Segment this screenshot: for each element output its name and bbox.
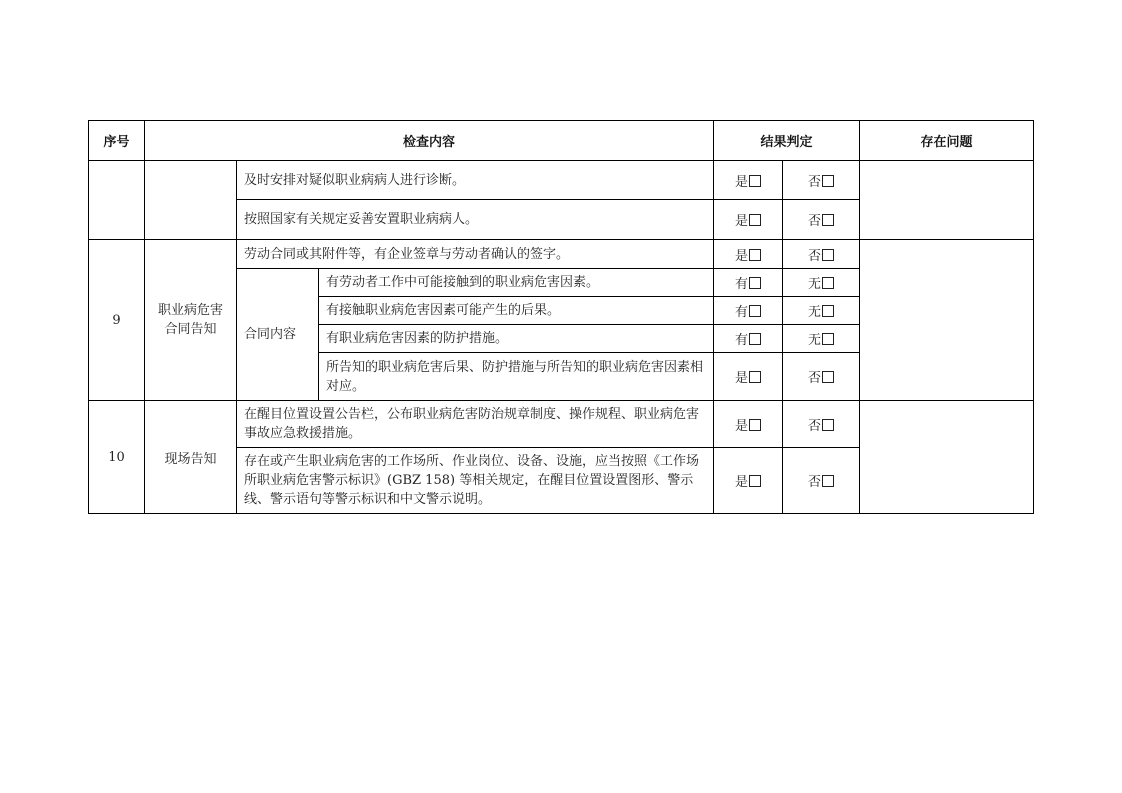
yes-option[interactable]: 是	[714, 161, 783, 200]
header-issues: 存在问题	[860, 121, 1034, 161]
seq-cell: 9	[89, 240, 145, 401]
yes-option[interactable]: 是	[714, 240, 783, 269]
item-text: 存在或产生职业病危害的工作场所、作业岗位、设备、设施，应当按照《工作场所职业病危害警示标识》(GBZ 158) 等相关规定，在醒目位置设置图形、警示线、警示语句等警示标识和中文警示说明。	[237, 448, 714, 514]
checkbox[interactable]	[749, 475, 761, 487]
no-option[interactable]: 否	[783, 401, 860, 448]
checkbox[interactable]	[749, 333, 761, 345]
item-text: 所告知的职业病危害后果、防护措施与所告知的职业病危害因素相对应。	[319, 353, 714, 401]
table-row	[89, 161, 1034, 200]
yes-option[interactable]: 有	[714, 269, 783, 297]
no-option[interactable]: 无	[783, 325, 860, 353]
inspection-table	[88, 120, 1034, 514]
header-seq: 序号	[89, 121, 145, 161]
header-result: 结果判定	[714, 121, 860, 161]
checkbox[interactable]	[822, 277, 834, 289]
yes-option[interactable]: 有	[714, 325, 783, 353]
yes-option[interactable]: 是	[714, 401, 783, 448]
checkbox[interactable]	[822, 419, 834, 431]
checkbox[interactable]	[822, 214, 834, 226]
checkbox[interactable]	[749, 305, 761, 317]
header-content: 检查内容	[145, 121, 714, 161]
checkbox[interactable]	[822, 305, 834, 317]
checkbox[interactable]	[749, 175, 761, 187]
yes-option[interactable]: 是	[714, 353, 783, 401]
checkbox[interactable]	[822, 175, 834, 187]
checkbox[interactable]	[749, 249, 761, 261]
seq-cell: 10	[89, 401, 145, 514]
checkbox[interactable]	[749, 371, 761, 383]
category-cell: 现场告知	[145, 401, 237, 514]
no-option[interactable]: 否	[783, 240, 860, 269]
yes-option[interactable]: 有	[714, 297, 783, 325]
checkbox[interactable]	[822, 371, 834, 383]
checkbox[interactable]	[822, 333, 834, 345]
seq-cell	[89, 161, 145, 240]
no-option[interactable]: 否	[783, 161, 860, 200]
item-text: 及时安排对疑似职业病病人进行诊断。	[237, 161, 714, 200]
header-row	[89, 121, 1034, 161]
category-cell	[145, 161, 237, 240]
no-option[interactable]: 否	[783, 353, 860, 401]
issue-cell[interactable]	[860, 161, 1034, 240]
checkbox[interactable]	[822, 475, 834, 487]
category-cell: 职业病危害合同告知	[145, 240, 237, 401]
no-option[interactable]: 无	[783, 269, 860, 297]
no-option[interactable]: 否	[783, 200, 860, 240]
item-text: 按照国家有关规定妥善安置职业病病人。	[237, 200, 714, 240]
issue-cell[interactable]	[860, 240, 1034, 401]
item-text: 劳动合同或其附件等，有企业签章与劳动者确认的签字。	[237, 240, 714, 269]
yes-option[interactable]: 是	[714, 448, 783, 514]
item-text: 在醒目位置设置公告栏，公布职业病危害防治规章制度、操作规程、职业病危害事故应急救援措施。	[237, 401, 714, 448]
no-option[interactable]: 否	[783, 448, 860, 514]
yes-option[interactable]: 是	[714, 200, 783, 240]
subgroup-cell: 合同内容	[237, 269, 319, 401]
item-text: 有劳动者工作中可能接触到的职业病危害因素。	[319, 269, 714, 297]
checkbox[interactable]	[749, 419, 761, 431]
checkbox[interactable]	[749, 214, 761, 226]
issue-cell[interactable]	[860, 401, 1034, 514]
checkbox[interactable]	[749, 277, 761, 289]
item-text: 有职业病危害因素的防护措施。	[319, 325, 714, 353]
item-text: 有接触职业病危害因素可能产生的后果。	[319, 297, 714, 325]
no-option[interactable]: 无	[783, 297, 860, 325]
table-row	[89, 240, 1034, 269]
table-row	[89, 401, 1034, 448]
checkbox[interactable]	[822, 249, 834, 261]
